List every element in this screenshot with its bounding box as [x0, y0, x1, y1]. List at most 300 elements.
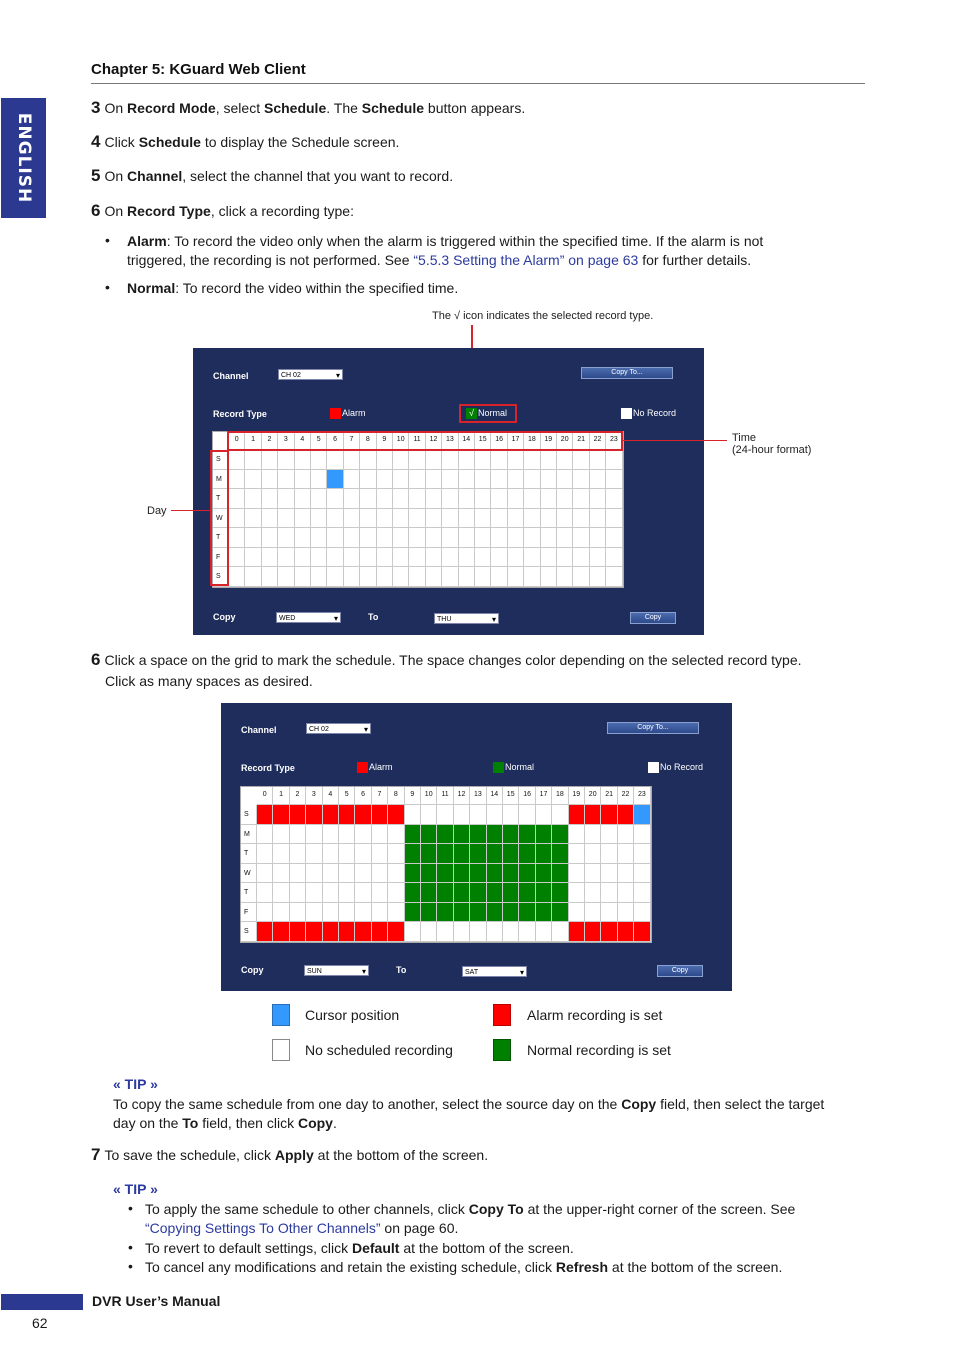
schedule-cell[interactable]: [606, 450, 622, 470]
schedule-cell[interactable]: [339, 903, 355, 923]
schedule-cell[interactable]: [273, 922, 289, 942]
schedule-cell[interactable]: [475, 567, 491, 587]
schedule-cell[interactable]: [475, 489, 491, 509]
schedule-cell[interactable]: [388, 844, 404, 864]
copy-button[interactable]: Copy: [657, 965, 703, 977]
schedule-cell[interactable]: [454, 844, 470, 864]
schedule-cell[interactable]: [573, 450, 589, 470]
schedule-cell[interactable]: [360, 528, 376, 548]
schedule-cell[interactable]: [508, 450, 524, 470]
schedule-cell[interactable]: [552, 903, 568, 923]
schedule-cell[interactable]: [524, 509, 540, 529]
schedule-cell[interactable]: [262, 567, 278, 587]
schedule-cell[interactable]: [569, 864, 585, 884]
schedule-cell[interactable]: [377, 470, 393, 490]
schedule-cell[interactable]: [393, 450, 409, 470]
schedule-cell[interactable]: [459, 548, 475, 568]
schedule-cell[interactable]: [426, 489, 442, 509]
schedule-cell[interactable]: [393, 509, 409, 529]
schedule-cell[interactable]: [257, 825, 273, 845]
schedule-cell[interactable]: [405, 864, 421, 884]
schedule-cell[interactable]: [585, 805, 601, 825]
schedule-cell[interactable]: [405, 844, 421, 864]
schedule-cell[interactable]: [344, 567, 360, 587]
schedule-cell[interactable]: [618, 922, 634, 942]
schedule-cell[interactable]: [426, 509, 442, 529]
schedule-cell[interactable]: [245, 489, 261, 509]
schedule-cell[interactable]: [524, 450, 540, 470]
schedule-cell[interactable]: [421, 844, 437, 864]
schedule-cell[interactable]: [557, 470, 573, 490]
schedule-cell[interactable]: [245, 450, 261, 470]
schedule-cell[interactable]: [278, 567, 294, 587]
schedule-cell[interactable]: [290, 903, 306, 923]
copy-button[interactable]: Copy: [630, 612, 676, 624]
schedule-cell[interactable]: [405, 922, 421, 942]
schedule-cell[interactable]: [290, 825, 306, 845]
schedule-cell[interactable]: [573, 470, 589, 490]
cross-reference-link[interactable]: “Copying Settings To Other Channels”: [145, 1220, 381, 1236]
schedule-cell[interactable]: [470, 844, 486, 864]
schedule-cell[interactable]: [290, 922, 306, 942]
schedule-cell[interactable]: [487, 825, 503, 845]
schedule-cell[interactable]: [311, 548, 327, 568]
schedule-cell[interactable]: [503, 825, 519, 845]
schedule-cell[interactable]: [323, 805, 339, 825]
schedule-cell[interactable]: [487, 922, 503, 942]
schedule-cell[interactable]: [295, 489, 311, 509]
schedule-cell[interactable]: [557, 528, 573, 548]
schedule-cell[interactable]: [339, 922, 355, 942]
schedule-cell[interactable]: [508, 528, 524, 548]
schedule-cell[interactable]: [339, 844, 355, 864]
schedule-cell[interactable]: [487, 864, 503, 884]
schedule-cell[interactable]: [257, 844, 273, 864]
schedule-cell[interactable]: [585, 903, 601, 923]
schedule-cell[interactable]: [339, 805, 355, 825]
schedule-cell[interactable]: [519, 844, 535, 864]
schedule-cell[interactable]: [290, 883, 306, 903]
schedule-cell[interactable]: [295, 567, 311, 587]
schedule-cell[interactable]: [508, 509, 524, 529]
schedule-cell[interactable]: [601, 903, 617, 923]
copy-from-select[interactable]: SUN ▾: [304, 965, 369, 976]
schedule-cell[interactable]: [409, 509, 425, 529]
schedule-cell[interactable]: [470, 825, 486, 845]
schedule-cell[interactable]: [393, 489, 409, 509]
schedule-cell[interactable]: [426, 528, 442, 548]
alarm-option[interactable]: Alarm: [342, 408, 366, 418]
schedule-cell[interactable]: [634, 922, 650, 942]
schedule-cell[interactable]: [388, 903, 404, 923]
schedule-cell[interactable]: [618, 903, 634, 923]
schedule-cell[interactable]: [229, 470, 245, 490]
schedule-cell[interactable]: [601, 825, 617, 845]
schedule-cell[interactable]: [437, 844, 453, 864]
schedule-cell[interactable]: [421, 864, 437, 884]
channel-select[interactable]: CH 02 ▾: [278, 369, 343, 380]
schedule-cell[interactable]: [487, 805, 503, 825]
schedule-cell[interactable]: [573, 489, 589, 509]
schedule-cell[interactable]: [339, 825, 355, 845]
schedule-cell[interactable]: [273, 864, 289, 884]
schedule-cell[interactable]: [360, 509, 376, 529]
schedule-cell[interactable]: [618, 844, 634, 864]
schedule-cell[interactable]: [536, 825, 552, 845]
schedule-cell[interactable]: [459, 567, 475, 587]
schedule-cell[interactable]: [377, 567, 393, 587]
schedule-cell[interactable]: [290, 864, 306, 884]
schedule-cell[interactable]: [634, 805, 650, 825]
schedule-cell[interactable]: [459, 489, 475, 509]
schedule-cell[interactable]: [257, 922, 273, 942]
schedule-cell[interactable]: [393, 548, 409, 568]
schedule-cell[interactable]: [388, 864, 404, 884]
schedule-cell[interactable]: [355, 864, 371, 884]
channel-select[interactable]: CH 02 ▾: [306, 723, 371, 734]
schedule-cell[interactable]: [437, 864, 453, 884]
schedule-cell[interactable]: [421, 805, 437, 825]
schedule-cell[interactable]: [355, 883, 371, 903]
schedule-cell[interactable]: [421, 883, 437, 903]
schedule-cell[interactable]: [503, 903, 519, 923]
copy-to-button[interactable]: Copy To...: [607, 722, 699, 734]
schedule-cell[interactable]: [355, 825, 371, 845]
schedule-cell[interactable]: [437, 825, 453, 845]
schedule-cell[interactable]: [590, 548, 606, 568]
schedule-cell[interactable]: [442, 489, 458, 509]
schedule-cell[interactable]: [491, 450, 507, 470]
schedule-cell[interactable]: [459, 450, 475, 470]
schedule-cell[interactable]: [306, 864, 322, 884]
schedule-cell[interactable]: [405, 903, 421, 923]
schedule-cell[interactable]: [585, 825, 601, 845]
schedule-cell[interactable]: [487, 903, 503, 923]
schedule-cell[interactable]: [524, 567, 540, 587]
schedule-cell[interactable]: [273, 825, 289, 845]
schedule-cell[interactable]: [360, 567, 376, 587]
schedule-cell[interactable]: [585, 844, 601, 864]
schedule-cell[interactable]: [569, 825, 585, 845]
schedule-cell[interactable]: [503, 883, 519, 903]
schedule-cell[interactable]: [229, 567, 245, 587]
schedule-cell[interactable]: [454, 903, 470, 923]
schedule-cell[interactable]: [508, 567, 524, 587]
schedule-cell[interactable]: [229, 548, 245, 568]
schedule-cell[interactable]: [503, 844, 519, 864]
schedule-cell[interactable]: [442, 470, 458, 490]
schedule-cell[interactable]: [273, 883, 289, 903]
schedule-cell[interactable]: [524, 528, 540, 548]
schedule-cell[interactable]: [323, 825, 339, 845]
schedule-cell[interactable]: [360, 489, 376, 509]
schedule-cell[interactable]: [573, 528, 589, 548]
schedule-cell[interactable]: [257, 903, 273, 923]
schedule-cell[interactable]: [470, 903, 486, 923]
schedule-cell[interactable]: [372, 825, 388, 845]
alarm-swatch[interactable]: [330, 408, 341, 419]
schedule-cell[interactable]: [552, 805, 568, 825]
schedule-cell[interactable]: [355, 805, 371, 825]
schedule-cell[interactable]: [536, 844, 552, 864]
schedule-cell[interactable]: [245, 470, 261, 490]
schedule-cell[interactable]: [339, 864, 355, 884]
schedule-cell[interactable]: [229, 509, 245, 529]
schedule-cell[interactable]: [536, 805, 552, 825]
schedule-cell[interactable]: [372, 805, 388, 825]
schedule-cell[interactable]: [590, 470, 606, 490]
schedule-cell[interactable]: [585, 864, 601, 884]
schedule-cell[interactable]: [585, 922, 601, 942]
schedule-cell[interactable]: [273, 844, 289, 864]
schedule-cell[interactable]: [606, 509, 622, 529]
schedule-cell[interactable]: [454, 864, 470, 884]
schedule-cell[interactable]: [552, 825, 568, 845]
schedule-cell[interactable]: [491, 489, 507, 509]
schedule-cell[interactable]: [295, 470, 311, 490]
schedule-cell[interactable]: [344, 470, 360, 490]
schedule-cell[interactable]: [405, 825, 421, 845]
schedule-cell[interactable]: [475, 548, 491, 568]
no-record-swatch[interactable]: [621, 408, 632, 419]
schedule-cell[interactable]: [557, 450, 573, 470]
schedule-cell[interactable]: [409, 489, 425, 509]
schedule-cell[interactable]: [459, 528, 475, 548]
schedule-cell[interactable]: [344, 509, 360, 529]
schedule-cell[interactable]: [618, 864, 634, 884]
schedule-cell[interactable]: [618, 883, 634, 903]
schedule-cell[interactable]: [437, 922, 453, 942]
normal-swatch[interactable]: [493, 762, 504, 773]
schedule-cell[interactable]: [491, 548, 507, 568]
schedule-cell[interactable]: [372, 883, 388, 903]
schedule-cell[interactable]: [257, 864, 273, 884]
schedule-cell[interactable]: [573, 548, 589, 568]
schedule-cell[interactable]: [437, 903, 453, 923]
schedule-cell[interactable]: [278, 548, 294, 568]
schedule-cell[interactable]: [355, 844, 371, 864]
schedule-cell[interactable]: [306, 922, 322, 942]
schedule-cell[interactable]: [327, 489, 343, 509]
schedule-cell[interactable]: [618, 825, 634, 845]
schedule-cell[interactable]: [606, 548, 622, 568]
schedule-cell[interactable]: [601, 864, 617, 884]
schedule-cell[interactable]: [426, 548, 442, 568]
schedule-cell[interactable]: [327, 450, 343, 470]
schedule-cell[interactable]: [229, 528, 245, 548]
schedule-cell[interactable]: [442, 567, 458, 587]
schedule-cell[interactable]: [295, 509, 311, 529]
schedule-cell[interactable]: [393, 528, 409, 548]
copy-from-select[interactable]: WED ▾: [276, 612, 341, 623]
schedule-cell[interactable]: [323, 844, 339, 864]
schedule-cell[interactable]: [541, 567, 557, 587]
schedule-cell[interactable]: [541, 470, 557, 490]
schedule-cell[interactable]: [377, 489, 393, 509]
schedule-cell[interactable]: [590, 489, 606, 509]
schedule-cell[interactable]: [405, 805, 421, 825]
schedule-cell[interactable]: [311, 509, 327, 529]
schedule-cell[interactable]: [278, 450, 294, 470]
schedule-cell[interactable]: [409, 567, 425, 587]
schedule-cell[interactable]: [344, 548, 360, 568]
alarm-option[interactable]: Alarm: [369, 762, 393, 772]
schedule-cell[interactable]: [552, 864, 568, 884]
schedule-cell[interactable]: [634, 844, 650, 864]
schedule-cell[interactable]: [552, 844, 568, 864]
schedule-cell[interactable]: [470, 805, 486, 825]
schedule-cell[interactable]: [541, 548, 557, 568]
schedule-cell[interactable]: [573, 509, 589, 529]
schedule-cell[interactable]: [536, 864, 552, 884]
schedule-cell[interactable]: [606, 489, 622, 509]
schedule-cell[interactable]: [557, 567, 573, 587]
schedule-cell[interactable]: [536, 922, 552, 942]
schedule-cell[interactable]: [262, 450, 278, 470]
checkmark-icon[interactable]: √: [466, 408, 477, 419]
schedule-cell[interactable]: [569, 883, 585, 903]
schedule-cell[interactable]: [606, 528, 622, 548]
schedule-cell[interactable]: [475, 528, 491, 548]
schedule-cell[interactable]: [245, 509, 261, 529]
schedule-cell[interactable]: [360, 470, 376, 490]
schedule-cell[interactable]: [442, 528, 458, 548]
schedule-cell[interactable]: [360, 548, 376, 568]
schedule-cell[interactable]: [405, 883, 421, 903]
schedule-cell[interactable]: [508, 470, 524, 490]
schedule-cell[interactable]: [311, 528, 327, 548]
schedule-cell[interactable]: [262, 548, 278, 568]
schedule-cell[interactable]: [229, 450, 245, 470]
schedule-cell[interactable]: [311, 567, 327, 587]
schedule-cell[interactable]: [442, 450, 458, 470]
schedule-cell[interactable]: [508, 489, 524, 509]
schedule-cell[interactable]: [470, 883, 486, 903]
schedule-cell[interactable]: [519, 903, 535, 923]
schedule-cell[interactable]: [557, 489, 573, 509]
schedule-cell[interactable]: [454, 805, 470, 825]
schedule-cell[interactable]: [634, 883, 650, 903]
schedule-cell[interactable]: [388, 805, 404, 825]
schedule-grid[interactable]: [212, 431, 624, 588]
schedule-cell[interactable]: [278, 509, 294, 529]
schedule-cell[interactable]: [344, 489, 360, 509]
schedule-cell[interactable]: [377, 528, 393, 548]
schedule-cell[interactable]: [388, 922, 404, 942]
schedule-cell[interactable]: [536, 903, 552, 923]
schedule-cell[interactable]: [552, 922, 568, 942]
schedule-cell[interactable]: [557, 548, 573, 568]
schedule-cell[interactable]: [606, 470, 622, 490]
schedule-cell[interactable]: [323, 903, 339, 923]
schedule-cell[interactable]: [475, 509, 491, 529]
schedule-cell[interactable]: [618, 805, 634, 825]
schedule-cell[interactable]: [372, 864, 388, 884]
schedule-grid[interactable]: [240, 786, 652, 943]
normal-option[interactable]: Normal: [505, 762, 535, 772]
schedule-cell[interactable]: [327, 548, 343, 568]
schedule-cell[interactable]: [306, 844, 322, 864]
schedule-cell[interactable]: [323, 922, 339, 942]
schedule-cell[interactable]: [491, 470, 507, 490]
schedule-cell[interactable]: [409, 450, 425, 470]
schedule-cell[interactable]: [421, 903, 437, 923]
schedule-cell[interactable]: [573, 567, 589, 587]
schedule-cell[interactable]: [475, 450, 491, 470]
schedule-cell[interactable]: [245, 528, 261, 548]
schedule-cell[interactable]: [273, 805, 289, 825]
schedule-cell[interactable]: [388, 883, 404, 903]
schedule-cell[interactable]: [295, 450, 311, 470]
schedule-cell[interactable]: [311, 470, 327, 490]
schedule-cell[interactable]: [601, 883, 617, 903]
schedule-cell[interactable]: [327, 509, 343, 529]
schedule-cell[interactable]: [519, 825, 535, 845]
schedule-cell[interactable]: [393, 567, 409, 587]
normal-option[interactable]: Normal: [478, 408, 508, 418]
schedule-cell[interactable]: [601, 844, 617, 864]
schedule-cell[interactable]: [273, 903, 289, 923]
schedule-cell[interactable]: [388, 825, 404, 845]
schedule-cell[interactable]: [519, 864, 535, 884]
schedule-cell[interactable]: [503, 864, 519, 884]
schedule-cell[interactable]: [590, 528, 606, 548]
schedule-cell[interactable]: [409, 470, 425, 490]
schedule-cell[interactable]: [262, 470, 278, 490]
schedule-cell[interactable]: [524, 548, 540, 568]
schedule-cell[interactable]: [487, 844, 503, 864]
schedule-cell[interactable]: [278, 528, 294, 548]
schedule-cell[interactable]: [524, 489, 540, 509]
schedule-cell[interactable]: [491, 509, 507, 529]
copy-to-button[interactable]: Copy To...: [581, 367, 673, 379]
schedule-cell[interactable]: [306, 903, 322, 923]
schedule-cell[interactable]: [470, 922, 486, 942]
schedule-cell[interactable]: [426, 450, 442, 470]
schedule-cell[interactable]: [372, 844, 388, 864]
schedule-cell[interactable]: [245, 567, 261, 587]
schedule-cell[interactable]: [421, 922, 437, 942]
schedule-cell[interactable]: [541, 489, 557, 509]
no-record-option[interactable]: No Record: [633, 408, 677, 418]
schedule-cell[interactable]: [311, 489, 327, 509]
schedule-cell[interactable]: [519, 883, 535, 903]
schedule-cell[interactable]: [524, 470, 540, 490]
schedule-cell[interactable]: [569, 805, 585, 825]
schedule-cell[interactable]: [491, 567, 507, 587]
schedule-cell[interactable]: [262, 509, 278, 529]
schedule-cell[interactable]: [426, 567, 442, 587]
schedule-cell[interactable]: [426, 470, 442, 490]
schedule-cell[interactable]: [569, 844, 585, 864]
schedule-cell[interactable]: [569, 903, 585, 923]
schedule-cell[interactable]: [295, 548, 311, 568]
schedule-cell[interactable]: [590, 509, 606, 529]
schedule-cell[interactable]: [344, 450, 360, 470]
schedule-cell[interactable]: [355, 922, 371, 942]
schedule-cell[interactable]: [491, 528, 507, 548]
schedule-cell[interactable]: [257, 805, 273, 825]
schedule-cell[interactable]: [541, 509, 557, 529]
schedule-cell[interactable]: [634, 864, 650, 884]
schedule-cell[interactable]: [377, 548, 393, 568]
schedule-cell[interactable]: [503, 805, 519, 825]
schedule-cell[interactable]: [454, 825, 470, 845]
schedule-cell[interactable]: [323, 864, 339, 884]
schedule-cell[interactable]: [262, 528, 278, 548]
schedule-cell[interactable]: [372, 903, 388, 923]
schedule-cell[interactable]: [437, 805, 453, 825]
